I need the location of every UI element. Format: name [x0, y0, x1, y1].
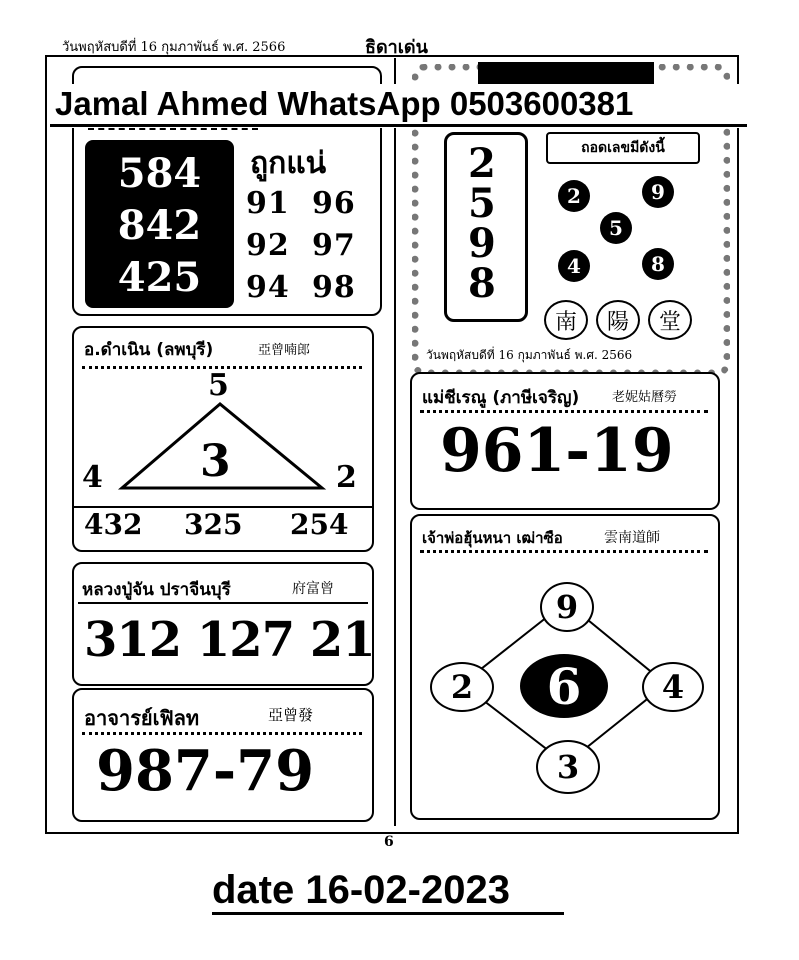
triangle-number: 254 [290, 508, 349, 541]
panel-title: อาจารย์เฟิลท [84, 706, 200, 730]
dash-divider [88, 128, 258, 130]
panel-title: แม่ชีเรณู (ภาษีเจริญ) [422, 388, 580, 408]
panel-title: ถูกแน่ [250, 146, 327, 181]
vertical-digit: 5 [468, 180, 496, 227]
number-dot: 2 [558, 180, 590, 212]
triangle-right: 2 [336, 460, 357, 495]
panel-title: เจ้าพ่อฮุ้นหนา เฒ่าซือ [422, 529, 563, 547]
diamond-bottom: 3 [536, 740, 600, 794]
footer-underline [212, 912, 564, 915]
number-dot: 8 [642, 248, 674, 280]
publication-logo: ธิดาเด่น [365, 37, 428, 58]
watermark-text: Jamal Ahmed WhatsApp 0503600381 [55, 85, 634, 122]
big-number-box [85, 140, 234, 308]
triangle-number: 432 [84, 508, 143, 541]
panel-footer-date: วันพฤหัสบดีที่ 16 กุมภาพันธ์ พ.ศ. 2566 [426, 346, 632, 365]
diamond-top: 9 [540, 582, 594, 632]
chinese-text: 亞曾發 [268, 706, 314, 724]
triangle-top: 5 [208, 368, 229, 403]
diamond-right: 4 [642, 662, 704, 712]
ajarn-numbers: 987-79 [96, 738, 315, 804]
chinese-text: 亞曾喃郎 [258, 343, 311, 358]
pair-number: 97 [312, 228, 356, 263]
pair-number: 98 [312, 270, 356, 305]
pair-number: 94 [246, 270, 290, 305]
vertical-digit: 9 [468, 220, 496, 267]
diamond-left: 2 [430, 662, 494, 712]
big-number: 425 [117, 254, 202, 301]
luangpu-numbers: 312 127 21 [84, 612, 375, 668]
triangle-left: 4 [82, 460, 103, 495]
dotted-divider [420, 550, 708, 553]
maechee-numbers: 961-19 [440, 416, 674, 486]
title-underline [78, 602, 368, 604]
footer-date: date 16-02-2023 [212, 868, 510, 912]
vertical-digit: 8 [468, 260, 496, 307]
number-dot: 4 [558, 250, 590, 282]
decode-title: ถอดเลขมีดังนี้ [546, 132, 700, 164]
page-number: 6 [384, 834, 394, 850]
dotted-divider [420, 410, 708, 413]
seal-stamp: 南 [544, 300, 588, 340]
pair-number: 96 [312, 186, 356, 221]
header-date: วันพฤหัสบดีที่ 16 กุมภาพันธ์ พ.ศ. 2566 [62, 40, 286, 55]
triangle-center: 3 [200, 436, 231, 487]
diamond-center: 6 [520, 654, 608, 718]
panel-title: อ.ดำเนิน (ลพบุรี) [84, 340, 214, 360]
seal-stamp: 堂 [648, 300, 692, 340]
chinese-text: 雲南道師 [604, 530, 660, 546]
number-dot: 5 [600, 212, 632, 244]
pair-number: 92 [246, 228, 290, 263]
panel-title: หลวงปู่จัน ปราจีนบุรี [82, 580, 231, 600]
big-number: 842 [117, 202, 202, 249]
dotted-divider [82, 732, 362, 735]
vertical-digit: 2 [468, 140, 496, 187]
chinese-text: 府富曾 [292, 581, 334, 597]
watermark-underline [50, 124, 747, 127]
triangle-number: 325 [184, 508, 243, 541]
number-dot: 9 [642, 176, 674, 208]
column-divider [394, 58, 396, 826]
big-number: 584 [117, 150, 202, 197]
seal-stamp: 陽 [596, 300, 640, 340]
title-bar [478, 62, 654, 86]
chinese-text: 老妮姑曆勞 [612, 390, 678, 405]
pair-number: 91 [246, 186, 290, 221]
